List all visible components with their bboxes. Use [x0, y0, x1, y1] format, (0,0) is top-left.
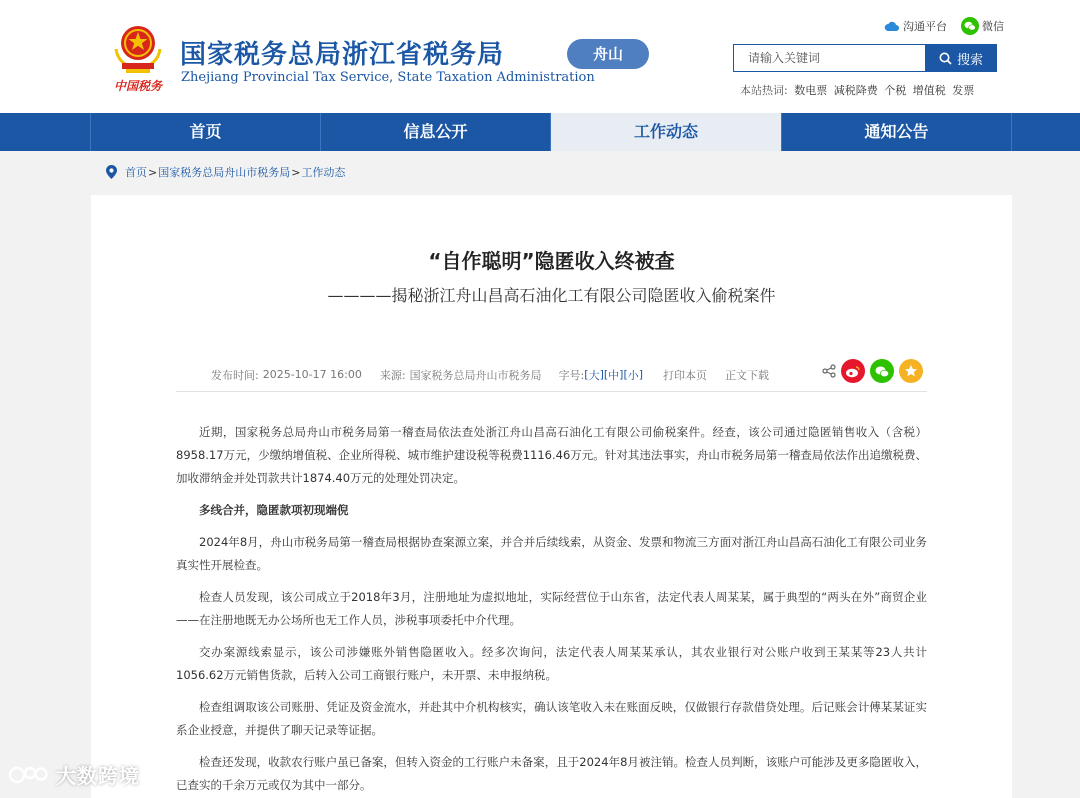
- weibo-share-icon[interactable]: [841, 359, 865, 383]
- article-body: [176, 421, 927, 798]
- search-button[interactable]: [925, 44, 997, 72]
- wechat-label: 微信: [982, 20, 1004, 33]
- weibo-icon: [845, 365, 861, 378]
- source: 国家税务总局舟山市税务局: [409, 368, 542, 382]
- search-icon: [939, 52, 952, 65]
- search-input[interactable]: 请输入关键词: [733, 44, 925, 72]
- tax-emblem-logo[interactable]: [108, 19, 168, 95]
- breadcrumb-separator: >: [291, 165, 301, 179]
- wechat-icon: [874, 365, 890, 378]
- article-paragraph: 交办案源线索显示，该公司涉嫌账外销售隐匿收入。经多次询问，法定代表人周某某承认，其农业银行对公账户收到王某某等23人共计1056.62万元销售货款，后转入公司工商银行账户，未开票、未申报纳税。: [176, 645, 927, 682]
- site-header: [0, 0, 1080, 113]
- wechat-link[interactable]: [961, 17, 1004, 35]
- nav-divider: [1011, 113, 1012, 151]
- hot-keyword[interactable]: 数电票: [794, 84, 828, 97]
- breadcrumb-separator: >: [148, 165, 158, 179]
- breadcrumb-work-news[interactable]: 工作动态: [301, 166, 346, 179]
- top-links: [884, 16, 1004, 36]
- breadcrumb-zhoushan-bureau[interactable]: 国家税务总局舟山市税务局: [158, 166, 291, 179]
- site-subtitle-en: Zhejiang Provincial Tax Service, State Taxation Administration: [181, 70, 595, 85]
- wechat-icon: [961, 17, 979, 35]
- city-badge[interactable]: 舟山: [567, 39, 649, 69]
- hot-keyword[interactable]: 减税降费: [833, 84, 878, 97]
- favorite-share-icon[interactable]: [899, 359, 923, 383]
- share-bar: [822, 359, 923, 383]
- share-icon[interactable]: [822, 364, 836, 378]
- breadcrumb-home[interactable]: 首页: [125, 166, 147, 179]
- watermark-logo-icon: [8, 762, 50, 788]
- font-size-large[interactable]: 大: [588, 368, 600, 382]
- article-meta: [176, 358, 927, 392]
- hot-keywords: [740, 82, 974, 98]
- hot-keywords-label: 本站热词:: [740, 84, 788, 97]
- nav-item-home[interactable]: 首页: [90, 113, 320, 151]
- cloud-icon: [884, 20, 900, 32]
- article-title: “自作聪明”隐匿收入终被查: [428, 249, 675, 273]
- font-size-medium[interactable]: 中: [608, 368, 620, 382]
- nav-item-info-disclosure[interactable]: 信息公开: [320, 113, 550, 151]
- main-nav: [0, 113, 1080, 151]
- search-button-label: 搜索: [956, 52, 983, 68]
- article-paragraph: 检查人员发现，该公司成立于2018年3月，注册地址为虚拟地址，实际经营位于山东省，法定代表人周某某，属于典型的“两头在外”商贸企业——在注册地既无办公场所也无工作人员，涉税事项委托中介代理。: [176, 590, 927, 627]
- font-size-bracket: ][: [599, 368, 609, 381]
- svg-text:中国税务: 中国税务: [113, 79, 163, 93]
- font-size-label: 字号:: [558, 368, 585, 382]
- breadcrumb: [106, 164, 345, 180]
- star-icon: [904, 364, 918, 378]
- font-size-bracket: [: [584, 368, 589, 381]
- nav-item-notices[interactable]: 通知公告: [781, 113, 1011, 151]
- hot-keyword[interactable]: 个税: [884, 84, 907, 97]
- watermark: [8, 760, 140, 789]
- publish-time: 2025-10-17 16:00: [262, 368, 362, 381]
- source-label: 来源:: [379, 368, 406, 382]
- communication-platform-link[interactable]: [884, 18, 947, 34]
- article-paragraph: 检查组调取该公司账册、凭证及资金流水，并赴其中介机构核实，确认该笔收入未在账面反映，仅做银行存款借贷处理。后记账会计傅某某证实系企业授意，并提供了聊天记录等证据。: [176, 700, 927, 737]
- article-subtitle: ————揭秘浙江舟山昌高石油化工有限公司隐匿收入偷税案件: [327, 286, 776, 305]
- font-size-bracket: ][: [619, 368, 628, 381]
- hot-keyword[interactable]: 发票: [952, 84, 975, 97]
- article-section-heading: 多线合并，隐匿款项初现端倪: [199, 503, 349, 517]
- site-title: 国家税务总局浙江省税务局: [180, 40, 505, 70]
- article-panel: [91, 195, 1012, 798]
- article-paragraph: 近期，国家税务总局舟山市税务局第一稽查局依法查处浙江舟山昌高石油化工有限公司偷税案件。经查，该公司通过隐匿销售收入（含税）8958.17万元，少缴纳增值税、企业所得税、城市维护建设税等税费1116.46万元。针对其违法事实，舟山市税务局第一稽查局依法作出追缴税费、加收滞纳金并处罚款共计1874.40万元的处理处罚决定。: [176, 425, 927, 485]
- location-pin-icon: [106, 165, 117, 179]
- print-link[interactable]: 打印本页: [663, 368, 708, 382]
- article-paragraph: 2024年8月，舟山市税务局第一稽查局根据协查案源立案，并合并后续线索，从资金、发票和物流三方面对浙江舟山昌高石油化工有限公司业务真实性开展检查。: [176, 535, 927, 572]
- font-size-small[interactable]: 小: [627, 368, 639, 382]
- hot-keyword[interactable]: 增值税: [912, 84, 946, 97]
- download-link[interactable]: 正文下载: [725, 368, 770, 382]
- article-paragraph: 检查还发现，收款农行账户虽已备案，但转入资金的工行账户未备案，且于2024年8月被注销。检查人员判断，该账户可能涉及更多隐匿收入，已查实的千余万元或仅为其中一部分。: [176, 755, 927, 792]
- nav-item-work-news[interactable]: 工作动态: [550, 113, 781, 151]
- wechat-share-icon[interactable]: [870, 359, 894, 383]
- communication-platform-label: 沟通平台: [903, 20, 947, 33]
- font-size-bracket: ]: [638, 368, 644, 381]
- watermark-text: 大数跨境: [56, 764, 140, 788]
- publish-time-label: 发布时间:: [211, 368, 259, 382]
